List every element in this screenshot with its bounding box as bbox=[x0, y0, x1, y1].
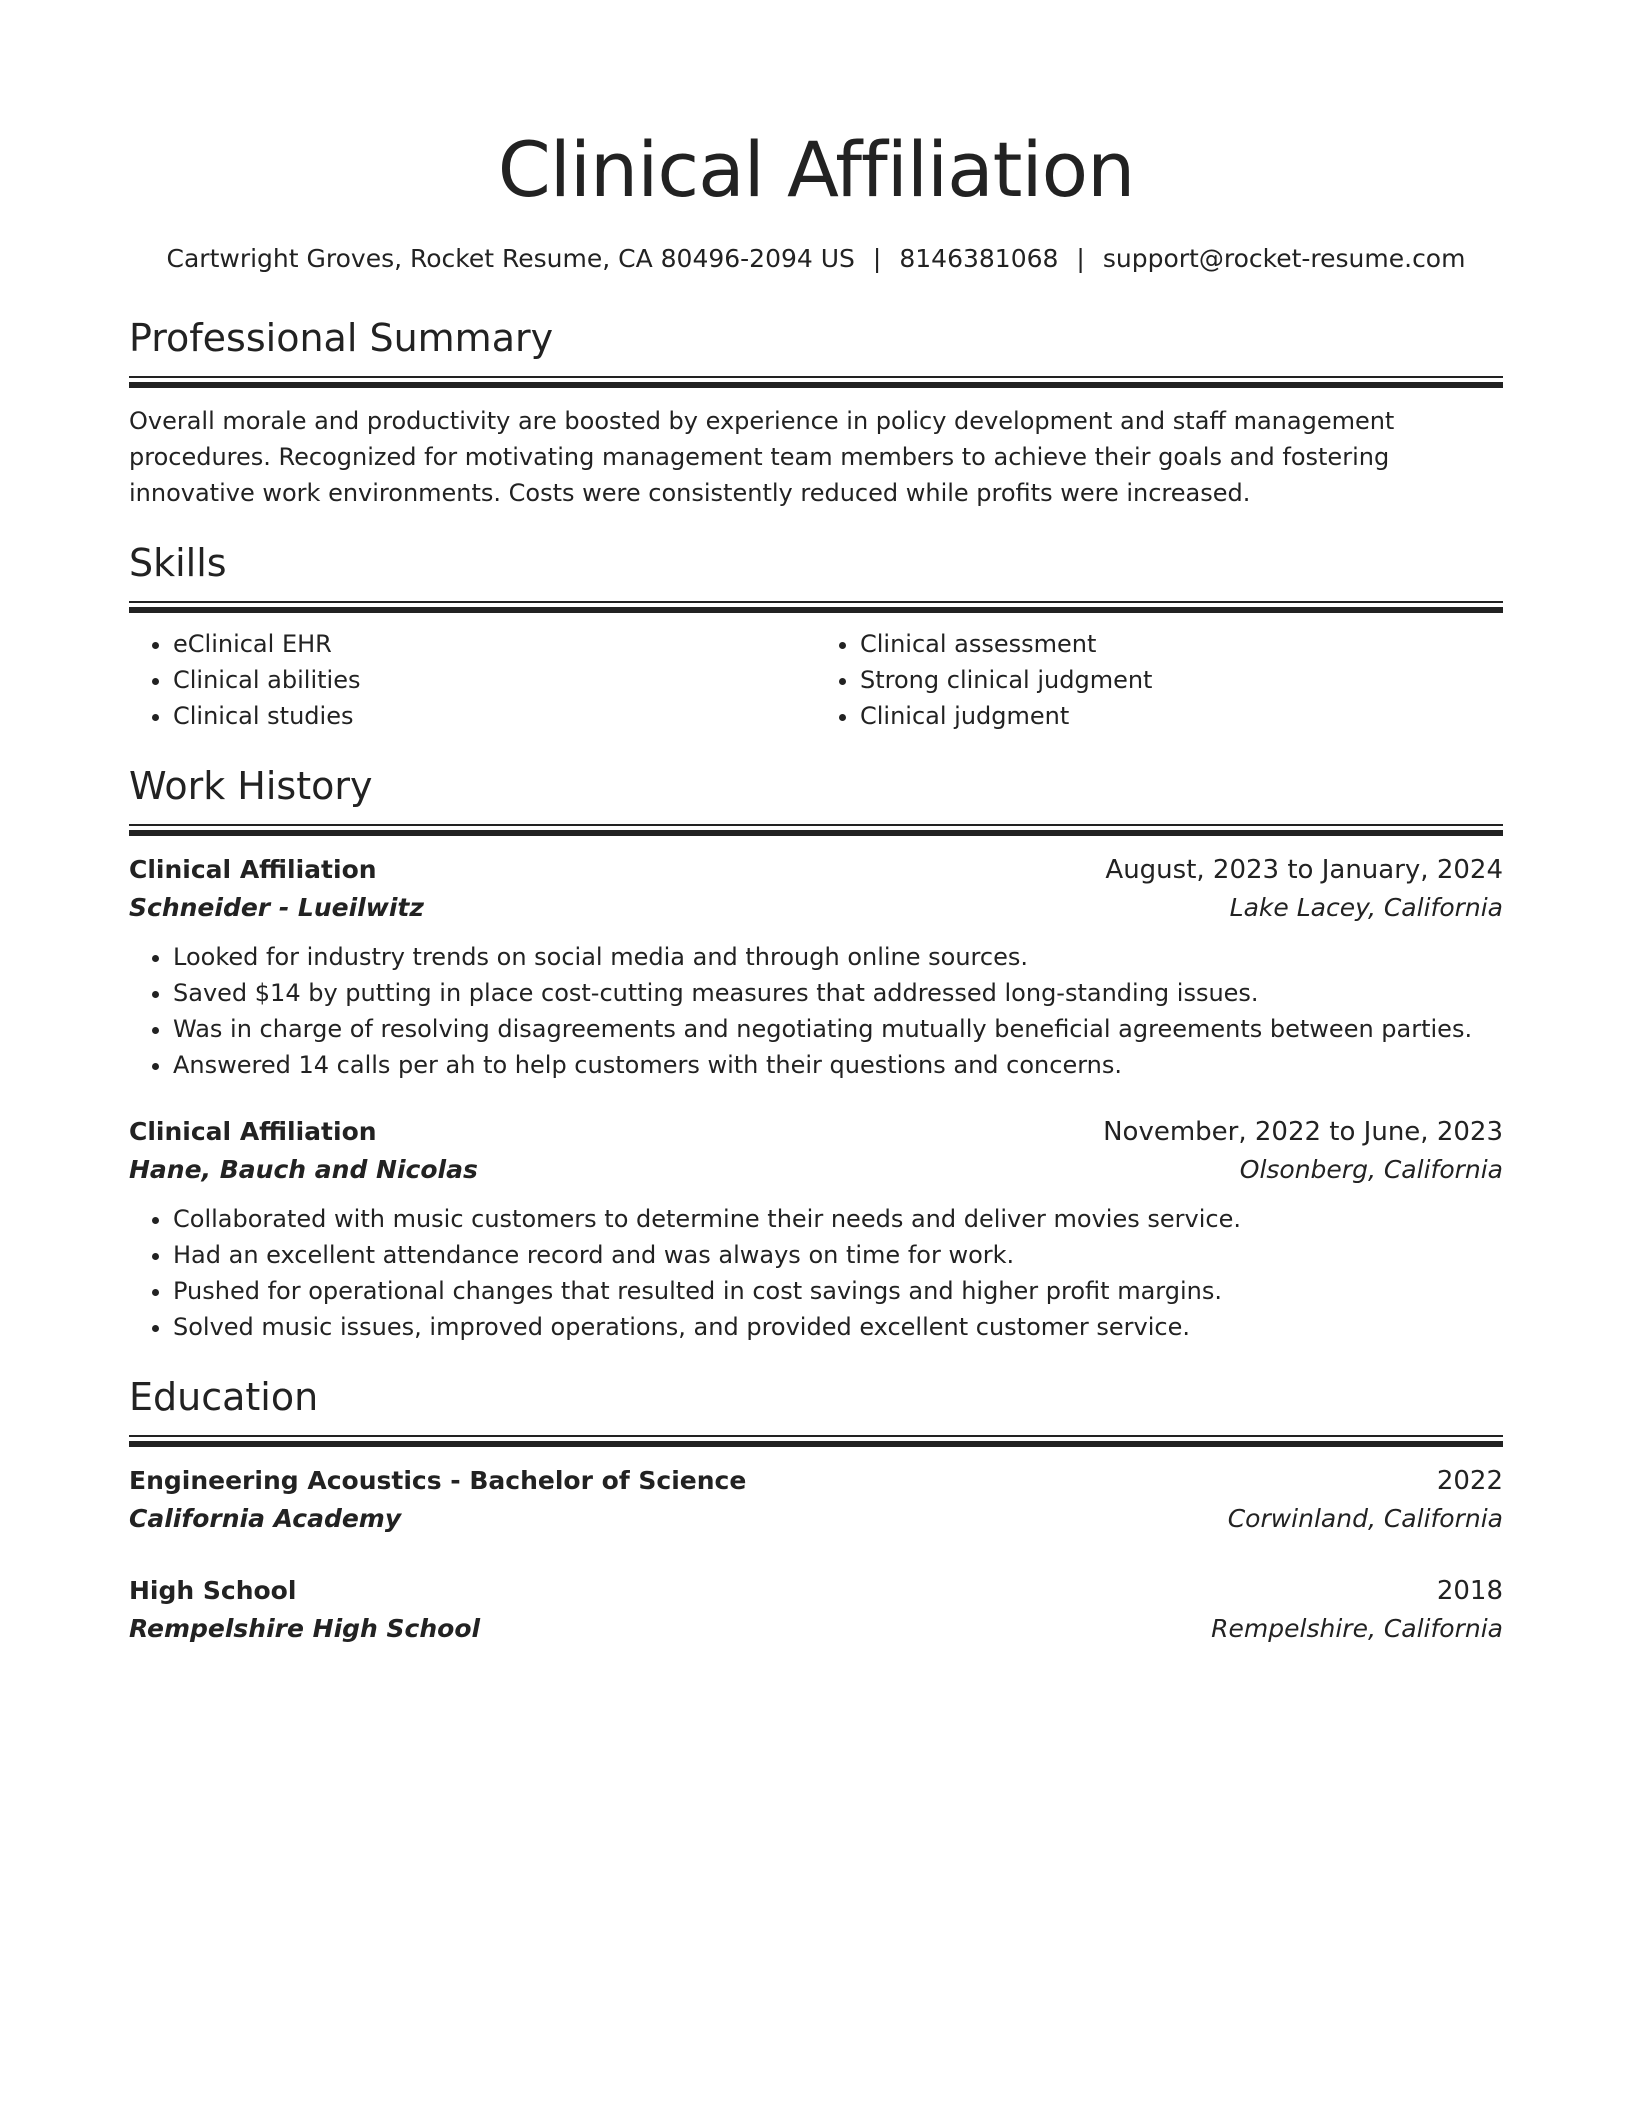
job-company: Schneider - Lueilwitz bbox=[129, 893, 424, 922]
job-bullet: • Answered 14 calls per ah to help customers with their questions and concerns. bbox=[173, 1047, 1503, 1083]
section-divider bbox=[129, 824, 1503, 835]
job-header bbox=[129, 1113, 1503, 1151]
skill-item: • Strong clinical judgment bbox=[860, 662, 1503, 698]
summary-text: Overall morale and productivity are boosted by experience in policy development and staff management procedures. Recognized for motivating management team members to achieve their goals and fostering innovative work environments. Costs were consistently reduced while profits were increased. bbox=[129, 407, 1395, 507]
job-location: Olsonberg, California bbox=[1239, 1155, 1503, 1184]
skills-section bbox=[129, 537, 1503, 734]
work-section bbox=[129, 760, 1503, 1345]
job-bullet: • Had an excellent attendance record and was always on time for work. bbox=[173, 1237, 1503, 1273]
skill-item: • Clinical studies bbox=[173, 698, 816, 734]
job-entry bbox=[129, 1113, 1503, 1345]
job-title: Clinical Affiliation bbox=[129, 1117, 377, 1146]
contact-line bbox=[129, 242, 1503, 276]
skills-heading: Skills bbox=[129, 541, 227, 585]
education-header bbox=[129, 1462, 1503, 1500]
job-subheader bbox=[129, 889, 1503, 927]
skill-item: • Clinical assessment bbox=[860, 626, 1503, 662]
skill-item: • eClinical EHR bbox=[173, 626, 816, 662]
resume-name: Clinical Affiliation bbox=[497, 125, 1135, 214]
skills-column-left bbox=[129, 626, 816, 734]
contact-phone: 8146381068 bbox=[899, 244, 1059, 273]
job-bullet: • Looked for industry trends on social media and through online sources. bbox=[173, 939, 1503, 975]
education-entry bbox=[129, 1572, 1503, 1648]
job-dates: November, 2022 to June, 2023 bbox=[1103, 1117, 1503, 1147]
skills-column-right bbox=[816, 626, 1503, 734]
contact-address: Cartwright Groves, Rocket Resume, CA 80496-2094 US bbox=[166, 244, 855, 273]
contact-email: support@rocket-resume.com bbox=[1102, 244, 1466, 273]
job-bullet: • Pushed for operational changes that resulted in cost savings and higher profit margins. bbox=[173, 1273, 1503, 1309]
skills-list bbox=[129, 626, 1503, 734]
job-dates: August, 2023 to January, 2024 bbox=[1105, 855, 1503, 885]
job-subheader bbox=[129, 1151, 1503, 1189]
skill-item: • Clinical judgment bbox=[860, 698, 1503, 734]
education-school: California Academy bbox=[129, 1504, 402, 1533]
education-section bbox=[129, 1371, 1503, 1648]
section-divider bbox=[129, 1435, 1503, 1446]
education-degree: Engineering Acoustics - Bachelor of Science bbox=[129, 1466, 747, 1495]
section-divider bbox=[129, 376, 1503, 387]
education-year: 2022 bbox=[1436, 1466, 1503, 1496]
job-bullets bbox=[129, 939, 1503, 1083]
work-heading: Work History bbox=[129, 764, 373, 808]
education-school: Rempelshire High School bbox=[129, 1614, 481, 1643]
job-bullets bbox=[129, 1201, 1503, 1345]
job-title: Clinical Affiliation bbox=[129, 855, 377, 884]
contact-separator: | bbox=[1076, 244, 1085, 273]
job-header bbox=[129, 851, 1503, 889]
education-location: Corwinland, California bbox=[1227, 1504, 1503, 1533]
education-degree: High School bbox=[129, 1576, 297, 1605]
skill-item: • Clinical abilities bbox=[173, 662, 816, 698]
education-location: Rempelshire, California bbox=[1211, 1614, 1503, 1643]
job-bullet: • Saved $14 by putting in place cost-cutting measures that addressed long-standing issues. bbox=[173, 975, 1503, 1011]
education-subheader bbox=[129, 1610, 1503, 1648]
contact-separator: | bbox=[872, 244, 882, 273]
education-header bbox=[129, 1572, 1503, 1610]
job-bullet: • Collaborated with music customers to determine their needs and deliver movies service. bbox=[173, 1201, 1503, 1237]
job-bullet: • Was in charge of resolving disagreements and negotiating mutually beneficial agreements between parties. bbox=[173, 1011, 1503, 1047]
job-location: Lake Lacey, California bbox=[1229, 893, 1503, 922]
section-divider bbox=[129, 601, 1503, 612]
job-company: Hane, Bauch and Nicolas bbox=[129, 1155, 478, 1184]
education-entry bbox=[129, 1462, 1503, 1538]
summary-section bbox=[129, 312, 1503, 511]
summary-heading: Professional Summary bbox=[129, 316, 554, 360]
education-year: 2018 bbox=[1436, 1576, 1503, 1606]
job-bullet: • Solved music issues, improved operations, and provided excellent customer service. bbox=[173, 1309, 1503, 1345]
education-subheader bbox=[129, 1500, 1503, 1538]
job-entry bbox=[129, 851, 1503, 1083]
education-heading: Education bbox=[129, 1375, 319, 1419]
